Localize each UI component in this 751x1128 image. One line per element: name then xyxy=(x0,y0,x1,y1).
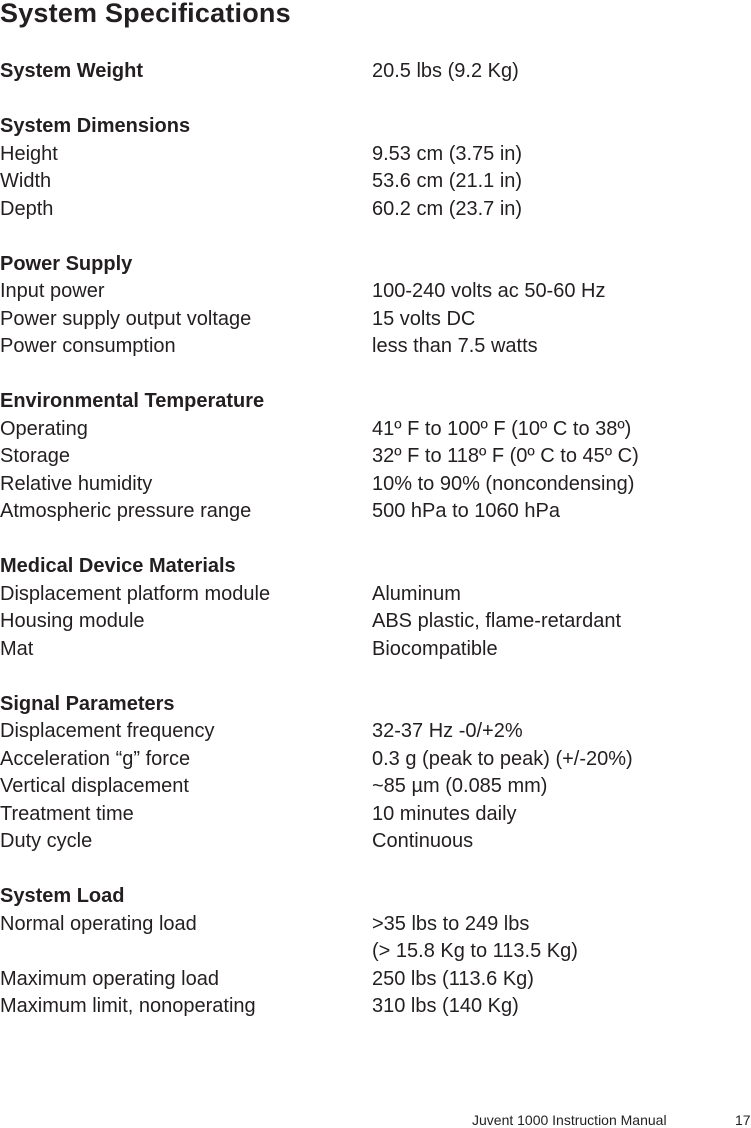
spec-value: 32º F to 118º F (0º C to 45º C) xyxy=(372,445,639,467)
spec-label: Power consumption xyxy=(0,335,176,357)
section-spacer xyxy=(0,856,751,884)
footer-page-number: 17 xyxy=(735,1112,751,1128)
spec-row xyxy=(0,196,751,224)
section-heading-row xyxy=(0,388,751,416)
spec-row xyxy=(0,168,751,196)
spec-row xyxy=(0,911,751,939)
spec-value: 310 lbs (140 Kg) xyxy=(372,995,519,1017)
section-heading: Power Supply xyxy=(0,252,133,275)
spec-label: Normal operating load xyxy=(0,912,197,935)
section-heading: Medical Device Materials xyxy=(0,555,236,577)
spec-value: less than 7.5 watts xyxy=(372,335,538,357)
section-heading: Signal Parameters xyxy=(0,692,175,715)
spec-value: 10% to 90% (noncondensing) xyxy=(372,472,635,495)
spec-section xyxy=(0,691,751,856)
spec-section xyxy=(0,251,751,361)
section-heading-row xyxy=(0,58,751,86)
spec-value: ~85 µm (0.085 mm) xyxy=(372,775,548,797)
spec-value: 15 volts DC xyxy=(372,307,476,330)
spec-row xyxy=(0,278,751,306)
spec-row xyxy=(0,581,751,609)
spec-value: Continuous xyxy=(372,830,474,852)
spec-row xyxy=(0,993,751,1021)
spec-row xyxy=(0,141,751,169)
spec-value: 100-240 volts ac 50-60 Hz xyxy=(372,280,606,302)
spec-value: Biocompatible xyxy=(372,637,498,660)
spec-section xyxy=(0,388,751,526)
spec-label: Maximum limit, nonoperating xyxy=(0,995,256,1017)
spec-row xyxy=(0,773,751,801)
spec-label: Displacement frequency xyxy=(0,720,215,742)
spec-value: 10 minutes daily xyxy=(372,802,517,825)
specifications-list xyxy=(0,58,751,1021)
section-spacer xyxy=(0,223,751,251)
spec-value: 53.6 cm (21.1 in) xyxy=(372,170,523,192)
spec-row xyxy=(0,498,751,526)
spec-section xyxy=(0,883,751,1021)
spec-label: Duty cycle xyxy=(0,830,93,852)
spec-label: Storage xyxy=(0,445,71,467)
spec-row xyxy=(0,746,751,774)
spec-value: 32-37 Hz -0/+2% xyxy=(372,720,523,742)
spec-label: Displacement platform module xyxy=(0,582,271,605)
section-heading-value: 20.5 lbs (9.2 Kg) xyxy=(372,60,519,82)
section-spacer xyxy=(0,526,751,554)
spec-row xyxy=(0,828,751,856)
spec-value: 250 lbs (113.6 Kg) xyxy=(372,967,534,990)
spec-row xyxy=(0,416,751,444)
spec-value: (> 15.8 Kg to 113.5 Kg) xyxy=(372,940,578,962)
spec-label: Acceleration “g” force xyxy=(0,747,191,770)
spec-label: Input power xyxy=(0,280,105,302)
spec-section xyxy=(0,553,751,663)
page-title: System Specifications xyxy=(0,0,291,28)
spec-value: 9.53 cm (3.75 in) xyxy=(372,142,523,165)
spec-section xyxy=(0,113,751,223)
section-heading: System Dimensions xyxy=(0,115,191,137)
spec-label: Treatment time xyxy=(0,802,134,825)
spec-value: Aluminum xyxy=(372,582,461,605)
spec-row xyxy=(0,471,751,499)
spec-row xyxy=(0,306,751,334)
spec-value: 41º F to 100º F (10º C to 38º) xyxy=(372,417,632,440)
spec-row xyxy=(0,718,751,746)
spec-value: 60.2 cm (23.7 in) xyxy=(372,197,523,220)
spec-value: ABS plastic, flame-retardant xyxy=(372,610,621,632)
spec-label: Depth xyxy=(0,197,54,220)
spec-row xyxy=(0,938,751,966)
section-heading-row xyxy=(0,113,751,141)
spec-label: Mat xyxy=(0,637,34,660)
spec-label: Width xyxy=(0,170,52,192)
spec-row xyxy=(0,801,751,829)
spec-value: 0.3 g (peak to peak) (+/-20%) xyxy=(372,747,633,770)
spec-row xyxy=(0,636,751,664)
spec-row xyxy=(0,966,751,994)
spec-row xyxy=(0,333,751,361)
section-heading-row xyxy=(0,883,751,911)
spec-label: Atmospheric pressure range xyxy=(0,500,252,522)
section-heading-row xyxy=(0,691,751,719)
spec-label: Maximum operating load xyxy=(0,967,219,990)
spec-section xyxy=(0,58,751,86)
section-spacer xyxy=(0,86,751,114)
section-heading: Environmental Temperature xyxy=(0,390,265,412)
section-heading: System Weight xyxy=(0,60,143,82)
spec-label: Housing module xyxy=(0,610,145,632)
spec-label: Relative humidity xyxy=(0,472,153,495)
spec-value: 500 hPa to 1060 hPa xyxy=(372,500,560,522)
section-heading-row xyxy=(0,553,751,581)
spec-value: >35 lbs to 249 lbs xyxy=(372,912,530,935)
spec-row xyxy=(0,443,751,471)
spec-label: Vertical displacement xyxy=(0,775,189,797)
spec-label: Height xyxy=(0,142,58,165)
spec-row xyxy=(0,608,751,636)
spec-label: Operating xyxy=(0,417,88,440)
section-spacer xyxy=(0,361,751,389)
section-heading: System Load xyxy=(0,885,125,907)
footer-manual-title: Juvent 1000 Instruction Manual xyxy=(472,1112,667,1128)
section-heading-row xyxy=(0,251,751,279)
spec-label: Power supply output voltage xyxy=(0,307,252,330)
section-spacer xyxy=(0,663,751,691)
